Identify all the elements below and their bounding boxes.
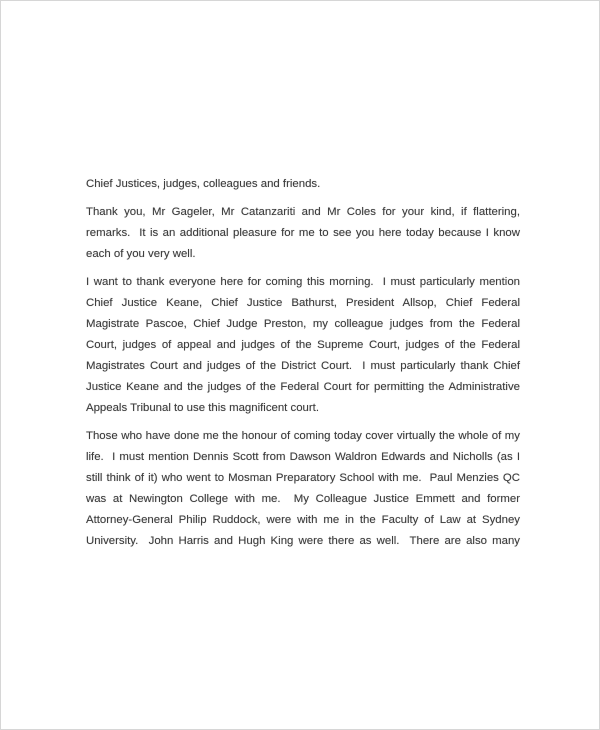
paragraph-attendees: I want to thank everyone here for coming this morning. I must particularly mention Chief Justice Keane, Chief Justice Bathurst, President Allsop, Chief Federal Magistrate Pascoe, Chief Judge Preston, my colleague judges from the Federal Court, judges of appeal and judges of the Supreme Court, judges of the Federal Magistrates Court and judges of the District Court. I must particularly thank Chief Justice Keane and the judges of the Federal Court for permitting the Administrative Appeals Tribunal to use this magnificent court. — [86, 276, 524, 414]
paragraph-salutation: Chief Justices, judges, colleagues and friends. — [86, 178, 321, 190]
paragraph-life-history: Those who have done me the honour of coming today cover virtually the whole of my life. I must mention Dennis Scott from Dawson Waldron Edwards and Nicholls (as I still think of it) who went to Mosman Preparatory School with me. Paul Menzies QC was at Newington College with me. My Colleague Justice Emmett and former Attorney-General Philip Ruddock, were with me in the Faculty of Law at Sydney University. John Harris and Hugh King were there as well. There are also many — [86, 430, 524, 547]
speech-text-block — [86, 174, 524, 559]
paragraph-thanks-remarks: Thank you, Mr Gageler, Mr Catanzariti and Mr Coles for your kind, if flattering, remarks. It is an additional pleasure for me to see you here today because I know each of you very well. — [86, 206, 524, 260]
